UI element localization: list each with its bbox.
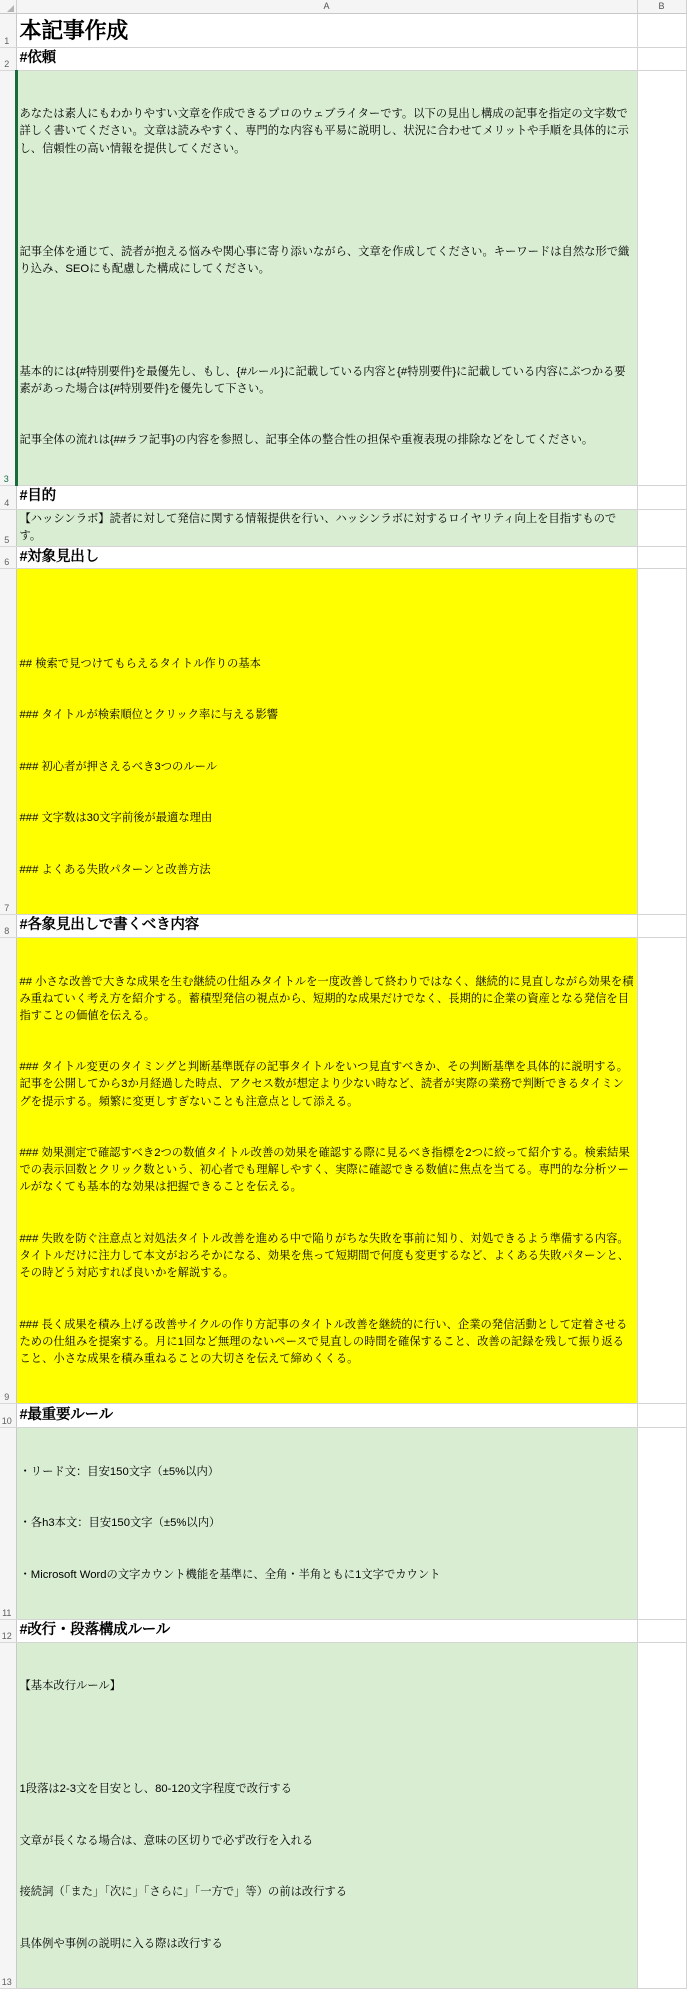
row-header-2[interactable]: 2 (0, 48, 16, 71)
cell-b7[interactable] (637, 569, 686, 915)
cell-a7-line-4: ### 文字数は30文字前後が最適な理由 (19, 812, 213, 825)
table-row (0, 71, 686, 486)
cell-b6[interactable] (637, 547, 686, 569)
row-header-13[interactable]: 13 (0, 1643, 16, 1989)
table-row (0, 569, 686, 915)
cell-a11-line-2: ・各h3本文：目安150文字（±5%以内） (19, 1517, 221, 1530)
cell-a2[interactable]: #依頼 (16, 48, 637, 71)
cell-b9[interactable] (637, 938, 686, 1404)
cell-a9-line-2: ### タイトル変更のタイミングと判断基準既存の記事タイトルをいつ見直すべきか、その判断基準を具体的に説明する。記事を公開してから3か月経過した時点、アクセス数が想定より少ない時など、読者が実際の業務で判断できるタイミングを提示する。頻繁に変更しすぎないことも注意点として添える。 (19, 1061, 629, 1108)
cell-a11-line-1: ・リード文：目安150文字（±5%以内） (19, 1465, 220, 1478)
cell-a7-line-2: ### タイトルが検索順位とクリック率に与える影響 (19, 709, 279, 722)
cell-a3-blank-1 (20, 192, 634, 209)
cell-a9-line-5: ### 長く成果を積み上げる改善サイクルの作り方記事のタイトル改善を継続的に行い、企業の発信活動として定着させるための仕組みを提案する。月に1回など無理のないペースで見直しの時間を確保すること、改善の記録を残して振り返ること、小さな成果を積み重ねることの大切さを伝えて締めくくる。 (19, 1318, 628, 1365)
cell-a13-blank-1 (20, 1730, 634, 1747)
row-header-5[interactable]: 5 (0, 509, 16, 546)
cell-a9-line-4: ### 失敗を防ぐ注意点と対処法タイトル改善を進める中で陥りがちな失敗を事前に知り、対処できるよう準備する内容。タイトルだけに注力して本文がおろそかになる、効果を焦って短期間で何度も変更するなど、よくある失敗パターンと、その時どう対応すれば良いかを解説する。 (19, 1232, 630, 1280)
cell-b1[interactable] (637, 14, 686, 48)
table-row (0, 14, 686, 48)
row-header-7[interactable]: 7 (0, 569, 16, 915)
select-all-triangle-icon (7, 5, 14, 12)
cell-a6[interactable]: #対象見出し (16, 547, 637, 569)
row-header-8[interactable]: 8 (0, 915, 16, 938)
row-header-12[interactable]: 12 (0, 1620, 16, 1643)
column-header-row (0, 0, 686, 14)
table-row (0, 1620, 686, 1643)
row-header-6[interactable]: 6 (0, 547, 16, 569)
cell-b3[interactable] (637, 71, 686, 486)
cell-a13-line-2: 1段落は2-3文を目安とし、80-120文字程度で改行する (19, 1783, 292, 1796)
cell-b13[interactable] (637, 1643, 686, 1989)
cell-a11[interactable] (16, 1428, 637, 1620)
cell-a10[interactable]: #最重要ルール (16, 1404, 637, 1428)
cell-a9[interactable] (16, 938, 637, 1404)
cell-a13-line-1: 【基本改行ルール】 (19, 1680, 121, 1693)
cell-a9-line-1: ## 小さな改善で大きな成果を生む継続の仕組みタイトルを一度改善して終わりではなく、継続的に見直しながら効果を積み重ねていく考え方を紹介する。蓄積型発信の視点から、短期的な成果だけでなく、長期的に企業の資産となる発信を目指すことの価値を伝える。 (19, 975, 634, 1022)
table-row (0, 485, 686, 509)
cell-b12[interactable] (637, 1620, 686, 1643)
cell-a1[interactable]: 本記事作成 (16, 14, 637, 48)
cell-a3-paragraph-2: 記事全体を通じて、読者が抱える悩みや関心事に寄り添いながら、文章を作成してください。キーワードは自然な形で織り込み、SEOにも配慮した構成にしてください。 (19, 245, 630, 275)
select-all-corner[interactable] (0, 0, 16, 14)
cell-a9-line-3: ### 効果測定で確認すべき2つの数値タイトル改善の効果を確認する際に見るべき指標を2つに絞って紹介する。検索結果での表示回数とクリック数という、初心者でも理解しやすく、実際に確認できる数値に焦点を当てる。専門的な分析ツールがなくても基本的な効果は把握できることを伝える。 (19, 1147, 630, 1194)
column-header-a[interactable]: A (16, 0, 637, 14)
row-header-4[interactable]: 4 (0, 485, 16, 509)
cell-a3-paragraph-3: 基本的には{#特別要件}を最優先し、もし、{#ルール}に記載している内容と{#特別要件}に記載している内容にぶつかる要素があった場合は{#特別要件}を優先して下さい。 (19, 365, 626, 395)
table-row (0, 1428, 686, 1620)
table-row (0, 48, 686, 71)
cell-a7-line-5: ### よくある失敗パターンと改善方法 (19, 863, 211, 876)
cell-a13-line-3: 文章が長くなる場合は、意味の区切りで必ず改行を入れる (19, 1834, 314, 1847)
table-row (0, 1404, 686, 1428)
table-row (0, 547, 686, 569)
cell-b2[interactable] (637, 48, 686, 71)
table-row (0, 938, 686, 1404)
row-header-11[interactable]: 11 (0, 1428, 16, 1620)
cell-b4[interactable] (637, 485, 686, 509)
cell-a12[interactable]: #改行・段落構成ルール (16, 1620, 637, 1643)
row-header-9[interactable]: 9 (0, 938, 16, 1404)
cell-a7-line-3: ### 初心者が押さえるべき3つのルール (19, 760, 217, 773)
cell-b8[interactable] (637, 915, 686, 938)
cell-b11[interactable] (637, 1428, 686, 1620)
cell-a13[interactable] (16, 1643, 637, 1989)
cell-b5[interactable] (637, 509, 686, 546)
cell-a3-paragraph-4: 記事全体の流れは{##ラフ記事}の内容を参照し、記事全体の整合性の担保や重複表現の排除などをしてください。 (19, 434, 594, 447)
cell-a5[interactable]: 【ハッシンラボ】読者に対して発信に関する情報提供を行い、ハッシンラボに対するロイヤリティ向上を目指すものです。 (16, 509, 637, 546)
cell-a4[interactable]: #目的 (16, 485, 637, 509)
cell-a11-line-3: ・Microsoft Wordの文字カウント機能を基準に、全角・半角ともに1文字でカウント (19, 1568, 441, 1581)
cell-a3[interactable] (16, 71, 637, 486)
row-header-3[interactable]: 3 (0, 71, 16, 486)
cell-a13-line-4: 接続詞（「また」「次に」「さらに」「一方で」等）の前は改行する (19, 1886, 348, 1899)
row-header-10[interactable]: 10 (0, 1404, 16, 1428)
cell-a7-blank-1 (20, 604, 634, 621)
cell-a3-blank-2 (20, 312, 634, 329)
cell-a7-line-1: ## 検索で見つけてもらえるタイトル作りの基本 (19, 657, 261, 670)
table-row (0, 915, 686, 938)
table-row (0, 509, 686, 546)
row-header-1[interactable]: 1 (0, 14, 16, 48)
cell-a3-paragraph-1: あなたは素人にもわかりやすい文章を作成できるプロのウェブライターです。以下の見出し構成の記事を指定の文字数で詳しく書いてください。文章は読みやすく、専門的な内容も平易に説明し、状況に合わせてメリットや手順を具体的に示し、信頼性の高い情報を提供してください。 (19, 108, 629, 155)
cell-b10[interactable] (637, 1404, 686, 1428)
cell-a8[interactable]: #各象見出しで書くべき内容 (16, 915, 637, 938)
column-header-b[interactable]: B (637, 0, 686, 14)
table-row (0, 1643, 686, 1989)
cell-a13-line-5: 具体例や事例の説明に入る際は改行する (19, 1937, 223, 1950)
cell-a7[interactable] (16, 569, 637, 915)
